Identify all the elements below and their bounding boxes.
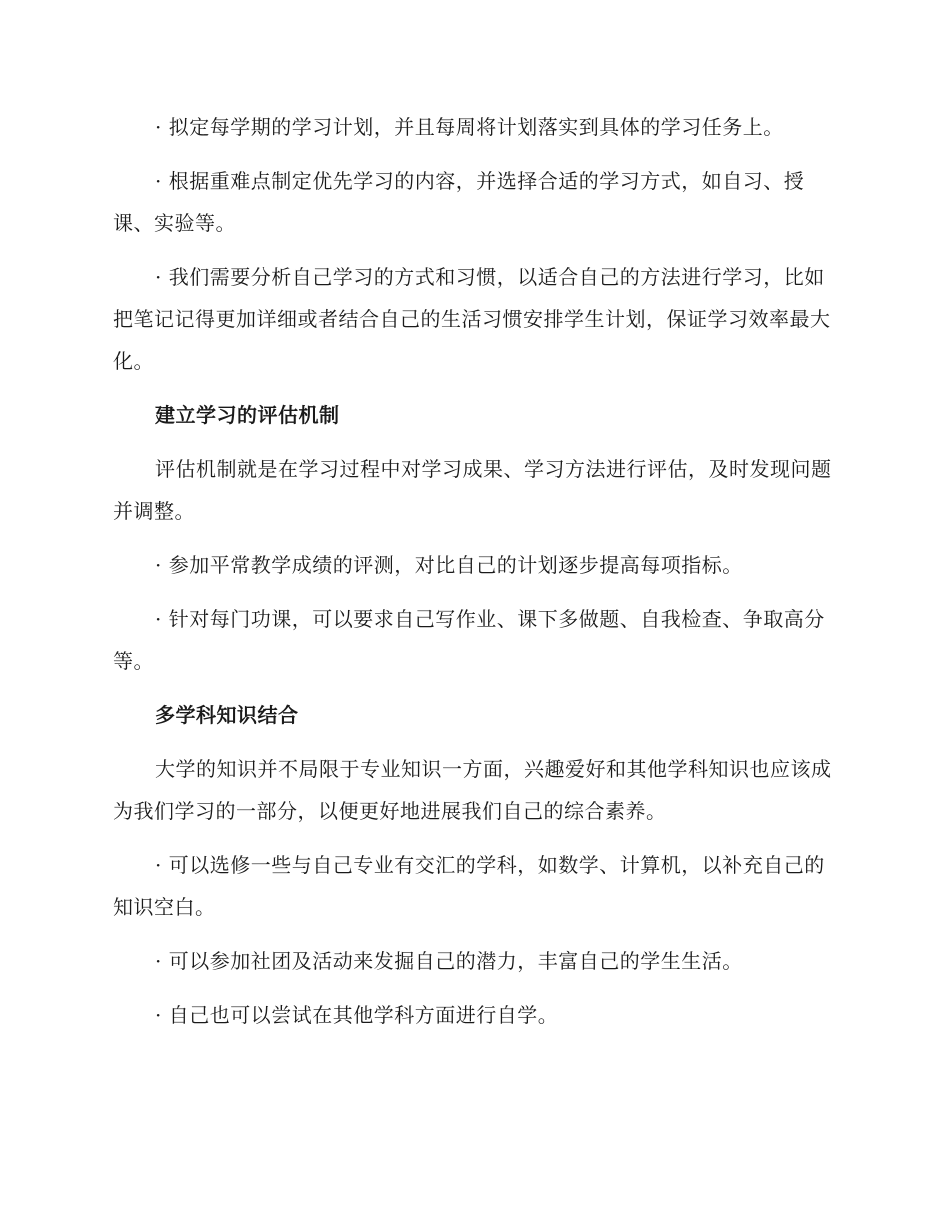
bullet-paragraph: · 拟定每学期的学习计划，并且每周将计划落实到具体的学习任务上。 [155,115,784,139]
bullet-paragraph: · 自己也可以尝试在其他学科方面进行自学。 [155,1003,559,1027]
bullet-paragraph: · 可以选修一些与自己专业有交汇的学科，如数学、计算机，以补充自己的知识空白。 [113,853,825,919]
bullet-paragraph: · 我们需要分析自己学习的方式和习惯，以适合自己的方法进行学习，比如把笔记记得更加详细或者结合自己的生活习惯安排学生计划，保证学习效率最大化。 [113,265,831,373]
bullet-paragraph: · 可以参加社团及活动来发掘自己的潜力，丰富自己的学生生活。 [155,949,743,973]
bullet-paragraph: · 参加平常教学成绩的评测，对比自己的计划逐步提高每项指标。 [155,553,743,577]
bullet-paragraph: · 针对每门功课，可以要求自己写作业、课下多做题、自我检查、争取高分等。 [113,607,825,673]
bullet-paragraph: · 根据重难点制定优先学习的内容，并选择合适的学习方式，如自习、授课、实验等。 [113,169,805,235]
section-heading: 多学科知识结合 [155,703,299,727]
section-heading: 建立学习的评估机制 [155,403,340,427]
body-paragraph: 大学的知识并不局限于专业知识一方面，兴趣爱好和其他学科知识也应该成为我们学习的一部分，以便更好地进展我们自己的综合素养。 [113,757,832,823]
body-paragraph: 评估机制就是在学习过程中对学习成果、学习方法进行评估，及时发现问题并调整。 [113,457,832,523]
document-body [113,106,833,1048]
